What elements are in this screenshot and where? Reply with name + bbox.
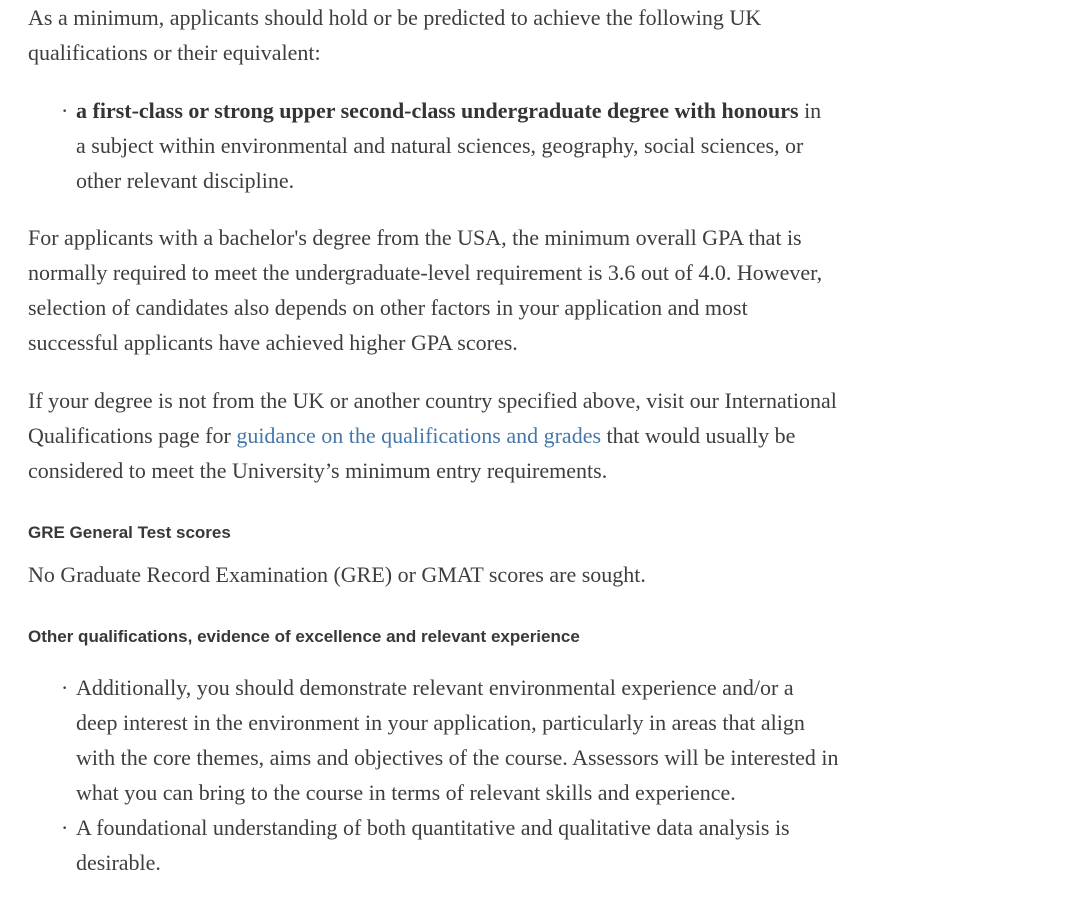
text-line: normally required to meet the undergraduate-level requirement is 3.6 out of 4.0. However, [28, 260, 823, 285]
text-line: with the core themes, aims and objectives of the course. Assessors will be interested in [76, 745, 839, 770]
text-fragment: Qualifications page for [28, 423, 237, 448]
text-line: For applicants with a bachelor's degree from the USA, the minimum overall GPA that is [28, 225, 802, 250]
data-analysis-item-text [76, 810, 1050, 880]
text-line: desirable. [76, 850, 161, 875]
text-fragment: that would usually be [601, 423, 796, 448]
text-line: If your degree is not from the UK or another country specified above, visit our International [28, 388, 837, 413]
text-line: No Graduate Record Examination (GRE) or GMAT scores are sought. [28, 562, 646, 587]
gre-scores-heading: GRE General Test scores [28, 523, 231, 542]
bullet-icon: · [61, 815, 69, 840]
text-line: deep interest in the environment in your application, particularly in areas that align [76, 710, 805, 735]
degree-requirement-item [61, 93, 1050, 198]
qualifications-grades-link[interactable]: guidance on the qualifications and grades [236, 423, 602, 448]
text-line: what you can bring to the course in terms of relevant skills and experience. [76, 780, 736, 805]
usa-gpa-paragraph [28, 220, 1050, 360]
gre-scores-paragraph [28, 557, 1050, 592]
text-line: a subject within environmental and natural sciences, geography, social sciences, or [76, 133, 804, 158]
degree-requirement-text [76, 93, 1050, 198]
minimum-qualifications-paragraph [28, 0, 1050, 70]
text-line: successful applicants have achieved higher GPA scores. [28, 330, 518, 355]
other-qualifications-heading: Other qualifications, evidence of excellence and relevant experience [28, 627, 580, 646]
degree-class-bold-text: a first-class or strong upper second-class undergraduate degree with honours [76, 98, 799, 123]
experience-item-text [76, 670, 1050, 810]
text-line: qualifications or their equivalent: [28, 40, 321, 65]
text-line: A foundational understanding of both quantitative and qualitative data analysis is [76, 815, 790, 840]
text-line: selection of candidates also depends on other factors in your application and most [28, 295, 748, 320]
text-line: other relevant discipline. [76, 168, 295, 193]
bullet-icon: · [61, 675, 69, 700]
experience-list [28, 670, 1050, 880]
text-line [76, 93, 1050, 128]
experience-item [61, 670, 1050, 810]
text-line: considered to meet the University’s minimum entry requirements. [28, 458, 608, 483]
text-line [28, 418, 1050, 453]
degree-requirements-list [28, 93, 1050, 198]
text-line: Additionally, you should demonstrate relevant environmental experience and/or a [76, 675, 794, 700]
international-qualifications-paragraph [28, 383, 1050, 488]
bullet-icon: · [61, 98, 69, 123]
text-line: As a minimum, applicants should hold or be predicted to achieve the following UK [28, 5, 762, 30]
text-fragment: in [798, 98, 822, 123]
data-analysis-item [61, 810, 1050, 880]
